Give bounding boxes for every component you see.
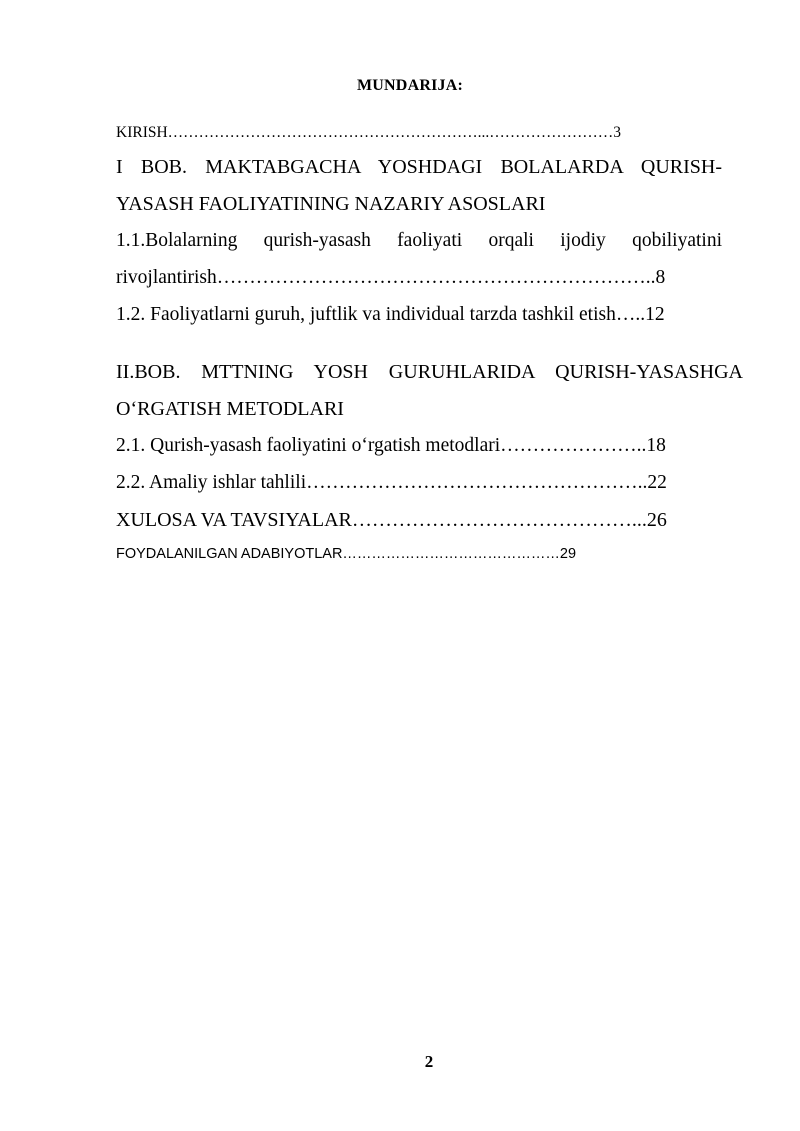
toc-section-2-2: 2.2. Amaliy ishlar tahlili……………………………………………..22	[116, 472, 667, 493]
toc-section-2-1: 2.1. Qurish-yasash faoliyatini o‘rgatish metodlari…………………..18	[116, 435, 666, 456]
toc-section-1-1-line-2: rivojlantirish…………………………………………………………..8	[116, 267, 666, 288]
toc-entry-xulosa: XULOSA VA TAVSIYALAR……………………………………...26	[116, 509, 667, 531]
toc-chapter-2-title-line-2: O‘RGATISH METODLARI	[116, 398, 344, 420]
toc-chapter-1-title-line-1: I BOB. MAKTABGACHA YOSHDAGI BOLALARDA QURISH-	[116, 156, 722, 178]
toc-chapter-2-title-line-1: II.BOB. MTTNING YOSH GURUHLARIDA QURISH-YASASHGA	[116, 361, 743, 383]
page-title: MUNDARIJA:	[357, 77, 463, 94]
toc-entry-adabiyotlar: FOYDALANILGAN ADABIYOTLAR………………………………………29	[116, 546, 577, 562]
toc-entry-kirish: KIRISH……………………………………………………...……………………3	[116, 124, 622, 141]
toc-chapter-1-title-line-2: YASASH FAOLIYATINING NAZARIY ASOSLARI	[116, 193, 546, 215]
toc-section-1-1-line-1: 1.1.Bolalarning qurish-yasash faoliyati orqali ijodiy qobiliyatini	[116, 230, 722, 251]
page-number: 2	[424, 1052, 434, 1071]
toc-section-1-2: 1.2. Faoliyatlarni guruh, juftlik va individual tarzda tashkil etish…..12	[116, 304, 665, 325]
